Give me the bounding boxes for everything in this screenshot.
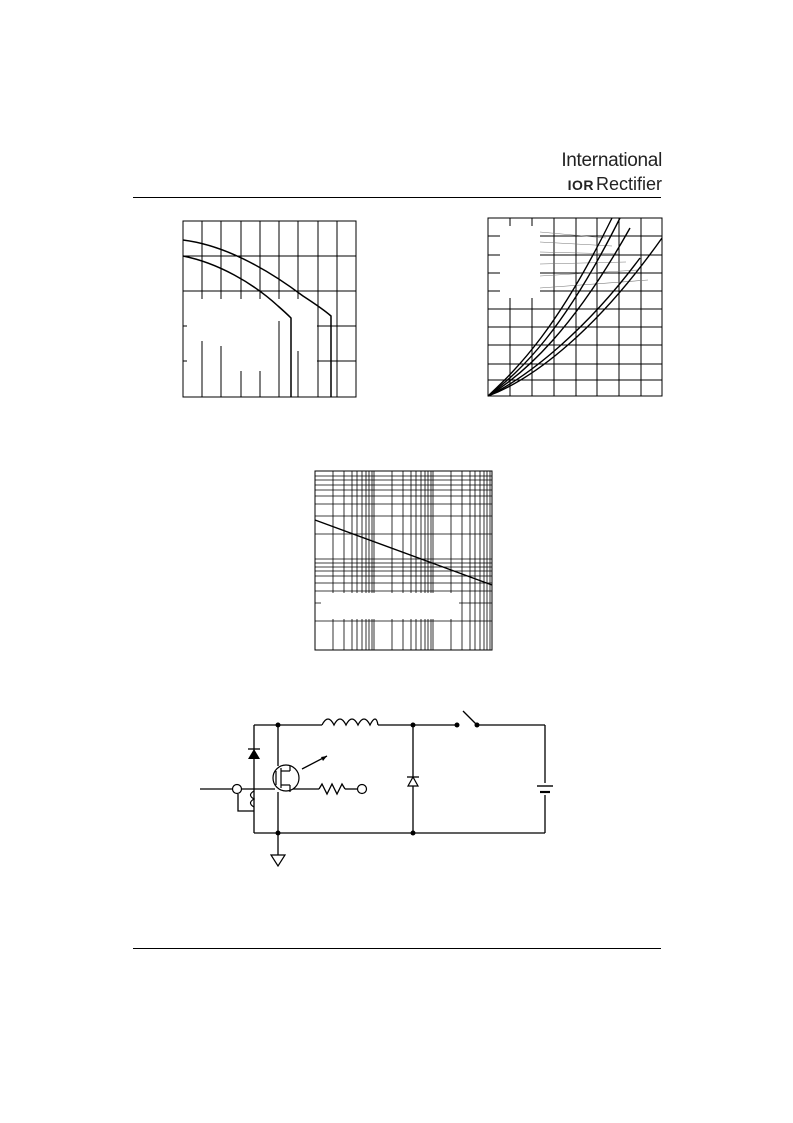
footer-divider bbox=[133, 948, 661, 949]
ior-logo-mark: IOR bbox=[567, 177, 594, 193]
brand-rectifier: Rectifier bbox=[595, 174, 662, 194]
brand-logo bbox=[560, 150, 662, 196]
junction-dots bbox=[276, 723, 480, 836]
test-circuit-schematic bbox=[195, 705, 565, 870]
ground-icon bbox=[271, 855, 285, 866]
chart-top-right-label-area bbox=[500, 226, 540, 298]
gate-terminal-icon bbox=[233, 785, 242, 794]
brand-name-line1: International bbox=[561, 150, 662, 171]
flywheel-diode-icon bbox=[408, 777, 418, 786]
chart-top-right-callouts bbox=[540, 232, 648, 288]
arrow-head-icon bbox=[321, 756, 327, 761]
source-terminal-icon bbox=[358, 785, 367, 794]
clamp-diode-icon bbox=[248, 749, 260, 759]
circuit-wires bbox=[200, 711, 545, 855]
brand-name-line2 bbox=[568, 174, 662, 195]
chart-top-left bbox=[183, 221, 356, 397]
chart-middle-frame bbox=[315, 471, 492, 650]
header-divider bbox=[133, 197, 661, 198]
mosfet-icon bbox=[273, 765, 299, 791]
chart-middle-loglog bbox=[315, 471, 492, 650]
chart-middle-label-area bbox=[321, 593, 459, 619]
chart-top-right bbox=[488, 218, 662, 396]
chart-middle-grid bbox=[315, 471, 492, 650]
chart-middle-line bbox=[315, 520, 492, 585]
